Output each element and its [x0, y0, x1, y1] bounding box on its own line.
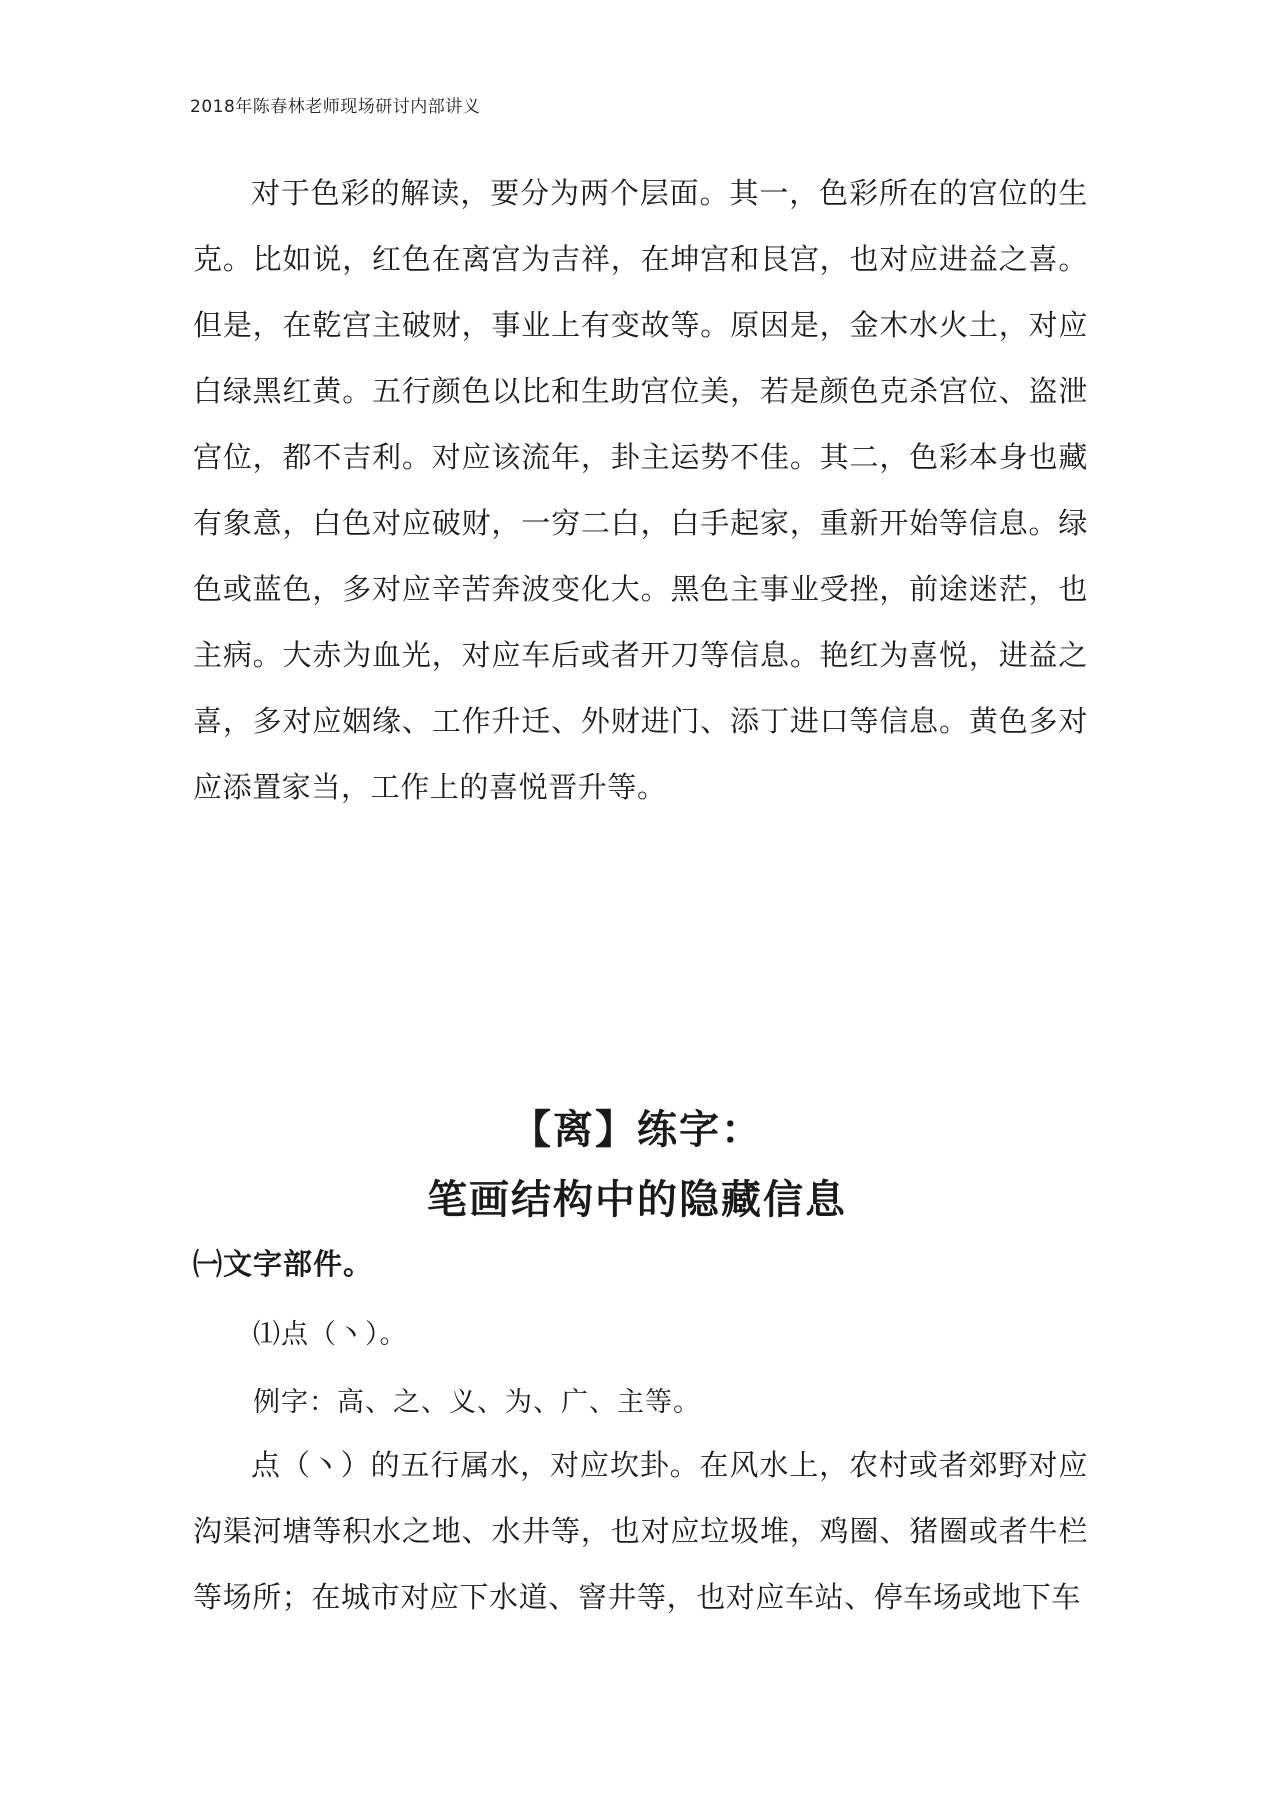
- list-item-dot: ⑴点（丶）。: [253, 1319, 408, 1350]
- subheading-text-components: ㈠文字部件。: [193, 1247, 374, 1281]
- running-header: 2018年陈春林老师现场研讨内部讲义: [190, 97, 481, 117]
- example-characters: 例字：高、之、义、为、广、主等。: [253, 1387, 701, 1418]
- section-title-li: 【离】练字：: [511, 1107, 763, 1153]
- section-title-subtitle: 笔画结构中的隐藏信息: [427, 1177, 847, 1223]
- body-paragraph-dot-element: 点（丶）的五行属水，对应坎卦。在风水上，农村或者郊野对应沟渠河塘等积水之地、水井等，也对应垃圾堆，鸡圈、猪圈或者牛栏等场所；在城市对应下水道、窨井等，也对应车站、停车场或地下车: [193, 1448, 1088, 1614]
- body-paragraph-color-interpretation: 对于色彩的解读，要分为两个层面。其一，色彩所在的宫位的生克。比如说，红色在离宫为吉祥，在坤宫和艮宫，也对应进益之喜。但是，在乾宫主破财，事业上有变故等。原因是，金木水火土，对应白绿黑红黄。五行颜色以比和生助宫位美，若是颜色克杀宫位、盗泄宫位，都不吉利。对应该流年，卦主运势不佳。其二，色彩本身也藏有象意，白色对应破财，一穷二白，白手起家，重新开始等信息。绿色或蓝色，多对应辛苦奔波变化大。黑色主事业受挫，前途迷茫，也主病。大赤为血光，对应车后或者开刀等信息。艳红为喜悦，进益之喜，多对应姻缘、工作升迁、外财进门、添丁进口等信息。黄色多对应添置家当，工作上的喜悦晋升等。: [193, 176, 1088, 804]
